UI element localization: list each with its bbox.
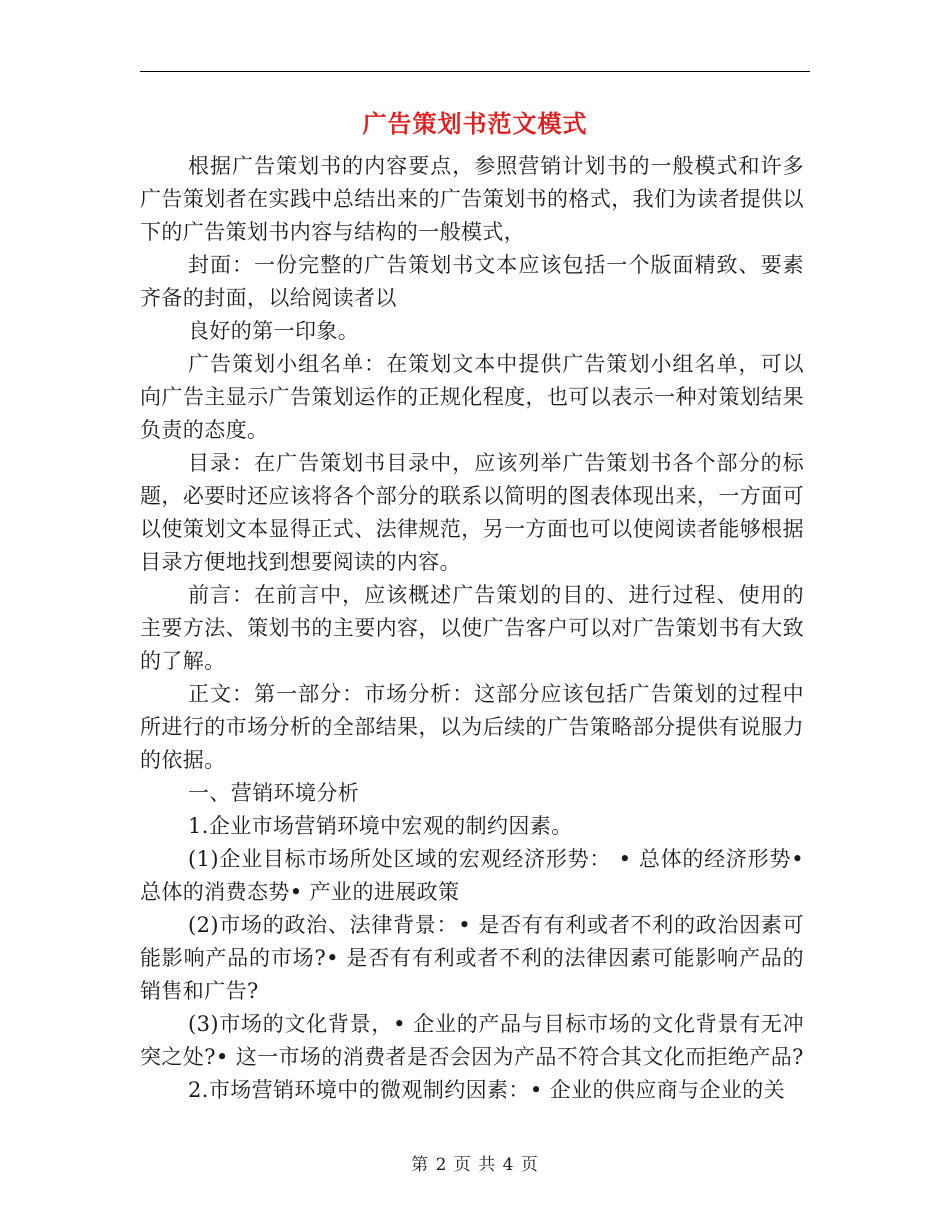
paragraph-preface: 前言：在前言中，应该概述广告策划的目的、进行过程、使用的主要方法、策划书的主要内容，以使广告客户可以对广告策划书有大致的了解。 (140, 583, 804, 673)
list-item-political-legal: (2)市场的政治、法律背景：• 是否有有利或者不利的政治因素可能影响产品的市场?• 是否有有利或者不利的法律因素可能影响产品的销售和广告? (140, 913, 804, 1003)
list-item-micro-factors: 2.市场营销环境中的微观制约因素：• 企业的供应商与企业的关 (188, 1078, 786, 1102)
list-item-cultural-background: (3)市场的文化背景，• 企业的产品与目标市场的文化背景有无冲突之处?• 这一市场的消费者是否会因为产品不符合其文化而拒绝产品? (140, 1012, 804, 1069)
paragraph-cover-continued: 良好的第一印象。 (188, 319, 360, 343)
paragraph-main-body: 正文：第一部分：市场分析：这部分应该包括广告策划的过程中所进行的市场分析的全部结果，以为后续的广告策略部分提供有说服力的依据。 (140, 682, 804, 772)
header-rule (140, 71, 810, 72)
paragraph-intro: 根据广告策划书的内容要点，参照营销计划书的一般模式和许多广告策划者在实践中总结出来的广告策划书的格式，我们为读者提供以下的广告策划书内容与结构的一般模式， (140, 154, 804, 244)
list-item-macro-factors: 1.企业市场营销环境中宏观的制约因素。 (188, 814, 573, 838)
section-heading-marketing-environment: 一、营销环境分析 (188, 781, 360, 805)
paragraph-table-of-contents: 目录：在广告策划书目录中，应该列举广告策划书各个部分的标题，必要时还应该将各个部分的联系以简明的图表体现出来，一方面可以使策划文本显得正式、法律规范，另一方面也可以使阅读者能够根据目录方便地找到想要阅读的内容。 (140, 451, 804, 574)
paragraph-cover: 封面：一份完整的广告策划书文本应该包括一个版面精致、要素齐备的封面，以给阅读者以 (140, 253, 804, 310)
page-number-footer: 第 2 页 共 4 页 (411, 1155, 539, 1175)
paragraph-team-list: 广告策划小组名单：在策划文本中提供广告策划小组名单，可以向广告主显示广告策划运作的正规化程度，也可以表示一种对策划结果负责的态度。 (140, 352, 804, 442)
document-title: 广告策划书范文模式 (362, 109, 588, 138)
list-item-economic-situation: (1)企业目标市场所处区域的宏观经济形势： • 总体的经济形势• 总体的消费态势• 产业的进展政策 (140, 847, 804, 904)
document-body (140, 150, 804, 1107)
